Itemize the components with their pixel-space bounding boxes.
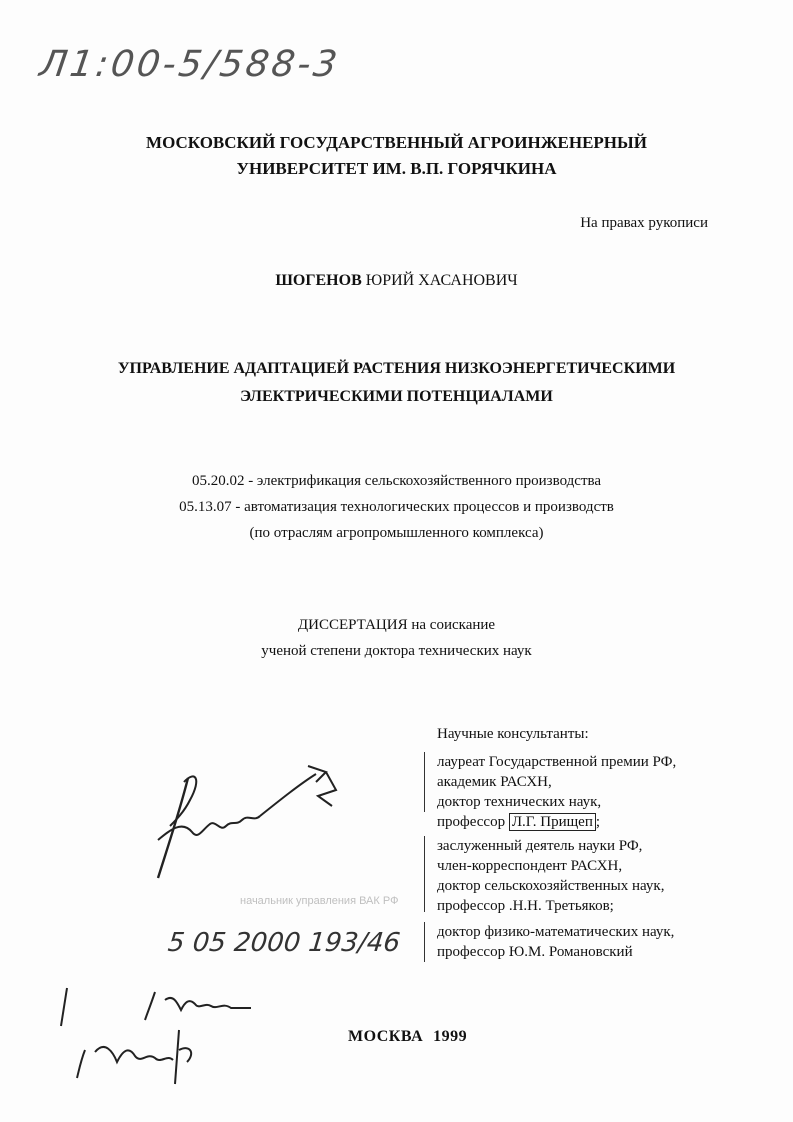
- author-name: [0, 272, 793, 290]
- consultant-2-line-3: доктор сельскохозяйственных наук,: [437, 878, 665, 894]
- degree-line-2: ученой степени доктора технических наук: [261, 643, 532, 659]
- manuscript-note: На правах рукописи: [580, 215, 708, 231]
- city-year: [348, 1028, 467, 1046]
- author-surname: ШОГЕНОВ: [275, 272, 362, 289]
- consultant-1-line-1: лауреат Государственной премии РФ,: [437, 754, 677, 770]
- handwritten-registry-number: Л1:00-5/588-3: [37, 44, 343, 85]
- consultant-1-line-4: [437, 812, 676, 832]
- consultant-1-name-boxed: Л.Г. Прищеп: [509, 813, 596, 831]
- consultant-3-line-2: профессор Ю.М. Романовский: [437, 944, 633, 960]
- handwritten-date: 5 05 2000 193/46: [166, 928, 402, 958]
- margin-line-1: [424, 752, 425, 812]
- city-name: МОСКВА: [348, 1028, 424, 1045]
- institution-line-2: УНИВЕРСИТЕТ ИМ. В.П. ГОРЯЧКИНА: [236, 159, 557, 178]
- specialty-line-3: (по отраслям агропромышленного комплекса): [249, 525, 544, 541]
- approval-signatures: [55, 980, 295, 1090]
- consultant-2-line-1: заслуженный деятель науки РФ,: [437, 838, 643, 854]
- year: 1999: [433, 1028, 468, 1045]
- consultant-3-line-1: доктор физико-математических наук,: [437, 924, 675, 940]
- consultant-1-suffix: ;: [595, 814, 601, 830]
- consultant-1-line-2: академик РАСХН,: [437, 774, 552, 790]
- margin-line-2: [424, 836, 425, 912]
- degree-line-1: [0, 612, 793, 638]
- consultant-1-line-3: доктор технических наук,: [437, 794, 602, 810]
- degree-statement: [0, 612, 793, 664]
- consultants-heading: Научные консультанты:: [437, 726, 589, 742]
- dissertation-title: [0, 355, 793, 411]
- specialty-line-1: 05.20.02 - электрификация сельскохозяйственного производства: [191, 473, 602, 489]
- specialty-codes: [0, 468, 793, 546]
- author-given-name: ЮРИЙ ХАСАНОВИЧ: [365, 272, 518, 289]
- consultant-2-line-2: член-корреспондент РАСХН,: [437, 858, 623, 874]
- consultant-2-line-4: профессор .Н.Н. Третьяков;: [437, 898, 614, 914]
- specialty-line-2: 05.13.07 - автоматизация технологических процессов и производств: [179, 499, 614, 515]
- consultant-2: [437, 836, 664, 916]
- institution-name: [0, 130, 793, 182]
- degree-line-1-rest: на соискание: [407, 617, 496, 633]
- title-line-1: УПРАВЛЕНИЕ АДАПТАЦИЕЙ РАСТЕНИЯ НИЗКОЭНЕРГЕТИЧЕСКИМИ: [117, 360, 676, 377]
- faded-stamp-text: начальник управления ВАК РФ: [240, 895, 399, 907]
- title-line-2: ЭЛЕКТРИЧЕСКИМИ ПОТЕНЦИАЛАМИ: [240, 388, 553, 405]
- dissertation-word: ДИССЕРТАЦИЯ: [297, 617, 408, 633]
- consultant-3: [437, 922, 674, 962]
- margin-line-3: [424, 922, 425, 962]
- consultant-1-title: профессор: [437, 814, 509, 830]
- author-signature: [140, 760, 350, 890]
- consultant-1: [437, 752, 676, 832]
- institution-line-1: МОСКОВСКИЙ ГОСУДАРСТВЕННЫЙ АГРОИНЖЕНЕРНЫЙ: [146, 133, 647, 152]
